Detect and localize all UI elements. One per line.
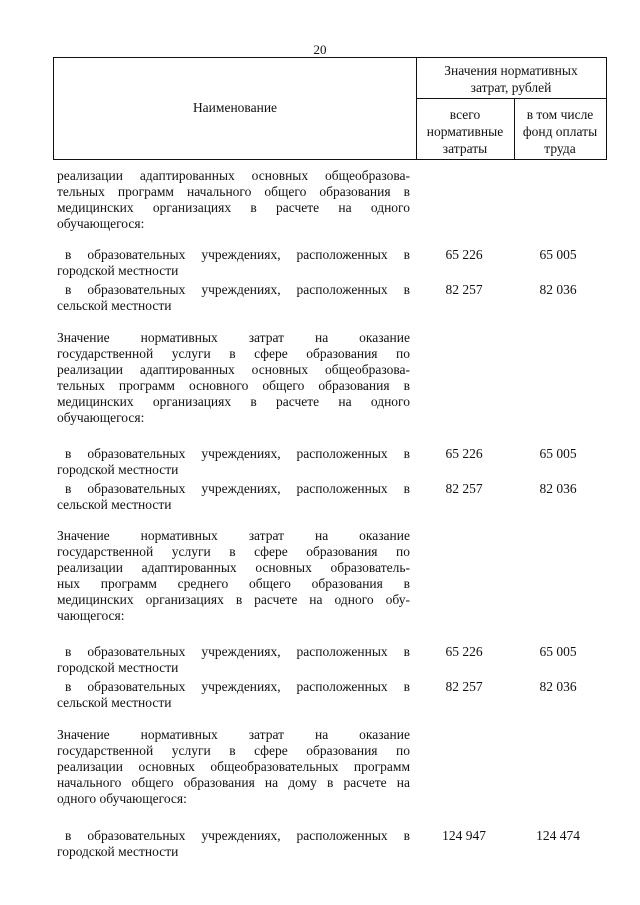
desc-line: государственной услуги в сфере образования по <box>57 544 410 559</box>
row-label: сельской местности <box>57 497 172 512</box>
row-label: городской местности <box>57 660 179 675</box>
total-value: 82 257 <box>445 679 483 694</box>
header-fund-line: труда <box>544 141 576 156</box>
desc-line: тельных программ основного общего образования в <box>57 378 410 393</box>
row-label: городской местности <box>57 462 179 477</box>
total-value: 65 226 <box>445 446 483 461</box>
header-total <box>416 106 514 157</box>
header-total-line: всего <box>449 107 481 122</box>
header-total-line: затраты <box>442 141 488 156</box>
header-values-line: затрат, рублей <box>470 80 552 95</box>
fund-value: 82 036 <box>539 282 577 297</box>
desc-line: ных программ среднего общего образования в <box>57 576 410 591</box>
desc-line: реализации основных общеобразовательных программ <box>57 759 410 774</box>
fund-value: 65 005 <box>539 446 577 461</box>
row-label: сельской местности <box>57 298 172 313</box>
desc-line: Значение нормативных затрат на оказание <box>57 330 410 345</box>
header-fund-line: в том числе <box>526 107 594 122</box>
row-label: в образовательных учреждениях, расположенных в <box>65 679 410 694</box>
desc-line: обучающегося: <box>57 216 145 231</box>
row-label: в образовательных учреждениях, расположенных в <box>65 446 410 461</box>
page-number: 20 <box>313 42 327 57</box>
desc-line: Значение нормативных затрат на оказание <box>57 727 410 742</box>
desc-line: медицинских организациях в расчете на одного обу- <box>57 592 410 607</box>
desc-line: начального общего образования на дому в расчете на <box>57 775 410 790</box>
desc-line: реализации адаптированных основных общеобразова- <box>57 168 410 183</box>
total-value: 82 257 <box>445 282 483 297</box>
desc-line: медицинских организациях в расчете на одного <box>57 200 410 215</box>
total-value: 65 226 <box>445 247 483 262</box>
row-label: в образовательных учреждениях, расположенных в <box>65 644 410 659</box>
row-label: городской местности <box>57 263 179 278</box>
header-fund <box>514 106 606 157</box>
total-value: 82 257 <box>445 481 483 496</box>
total-value: 65 226 <box>445 644 483 659</box>
desc-line: государственной услуги в сфере образования по <box>57 743 410 758</box>
header-name: Наименование <box>192 100 278 115</box>
header-values-line: Значения нормативных <box>444 63 578 78</box>
desc-line: реализации адаптированных основных общеобразова- <box>57 362 410 377</box>
row-label: сельской местности <box>57 695 172 710</box>
desc-line: одного обучающегося: <box>57 791 187 806</box>
table-header <box>53 57 607 160</box>
desc-line: государственной услуги в сфере образования по <box>57 346 410 361</box>
row-label: городской местности <box>57 844 179 859</box>
desc-line: тельных программ начального общего образования в <box>57 184 410 199</box>
desc-line: чающегося: <box>57 608 125 623</box>
row-label: в образовательных учреждениях, расположенных в <box>65 247 410 262</box>
total-value: 124 947 <box>442 828 486 843</box>
header-total-line: нормативные <box>426 124 504 139</box>
fund-value: 65 005 <box>539 247 577 262</box>
header-divider <box>416 98 606 99</box>
desc-line: реализации адаптированных основных образователь- <box>57 560 410 575</box>
row-label: в образовательных учреждениях, расположенных в <box>65 828 410 843</box>
row-label: в образовательных учреждениях, расположенных в <box>65 282 410 297</box>
desc-line: обучающегося: <box>57 410 145 425</box>
desc-line: медицинских организациях в расчете на одного <box>57 394 410 409</box>
desc-line: Значение нормативных затрат на оказание <box>57 528 410 543</box>
row-label: в образовательных учреждениях, расположенных в <box>65 481 410 496</box>
fund-value: 82 036 <box>539 481 577 496</box>
header-fund-line: фонд оплаты <box>522 124 598 139</box>
fund-value: 82 036 <box>539 679 577 694</box>
header-values <box>416 62 606 96</box>
fund-value: 124 474 <box>536 828 580 843</box>
fund-value: 65 005 <box>539 644 577 659</box>
